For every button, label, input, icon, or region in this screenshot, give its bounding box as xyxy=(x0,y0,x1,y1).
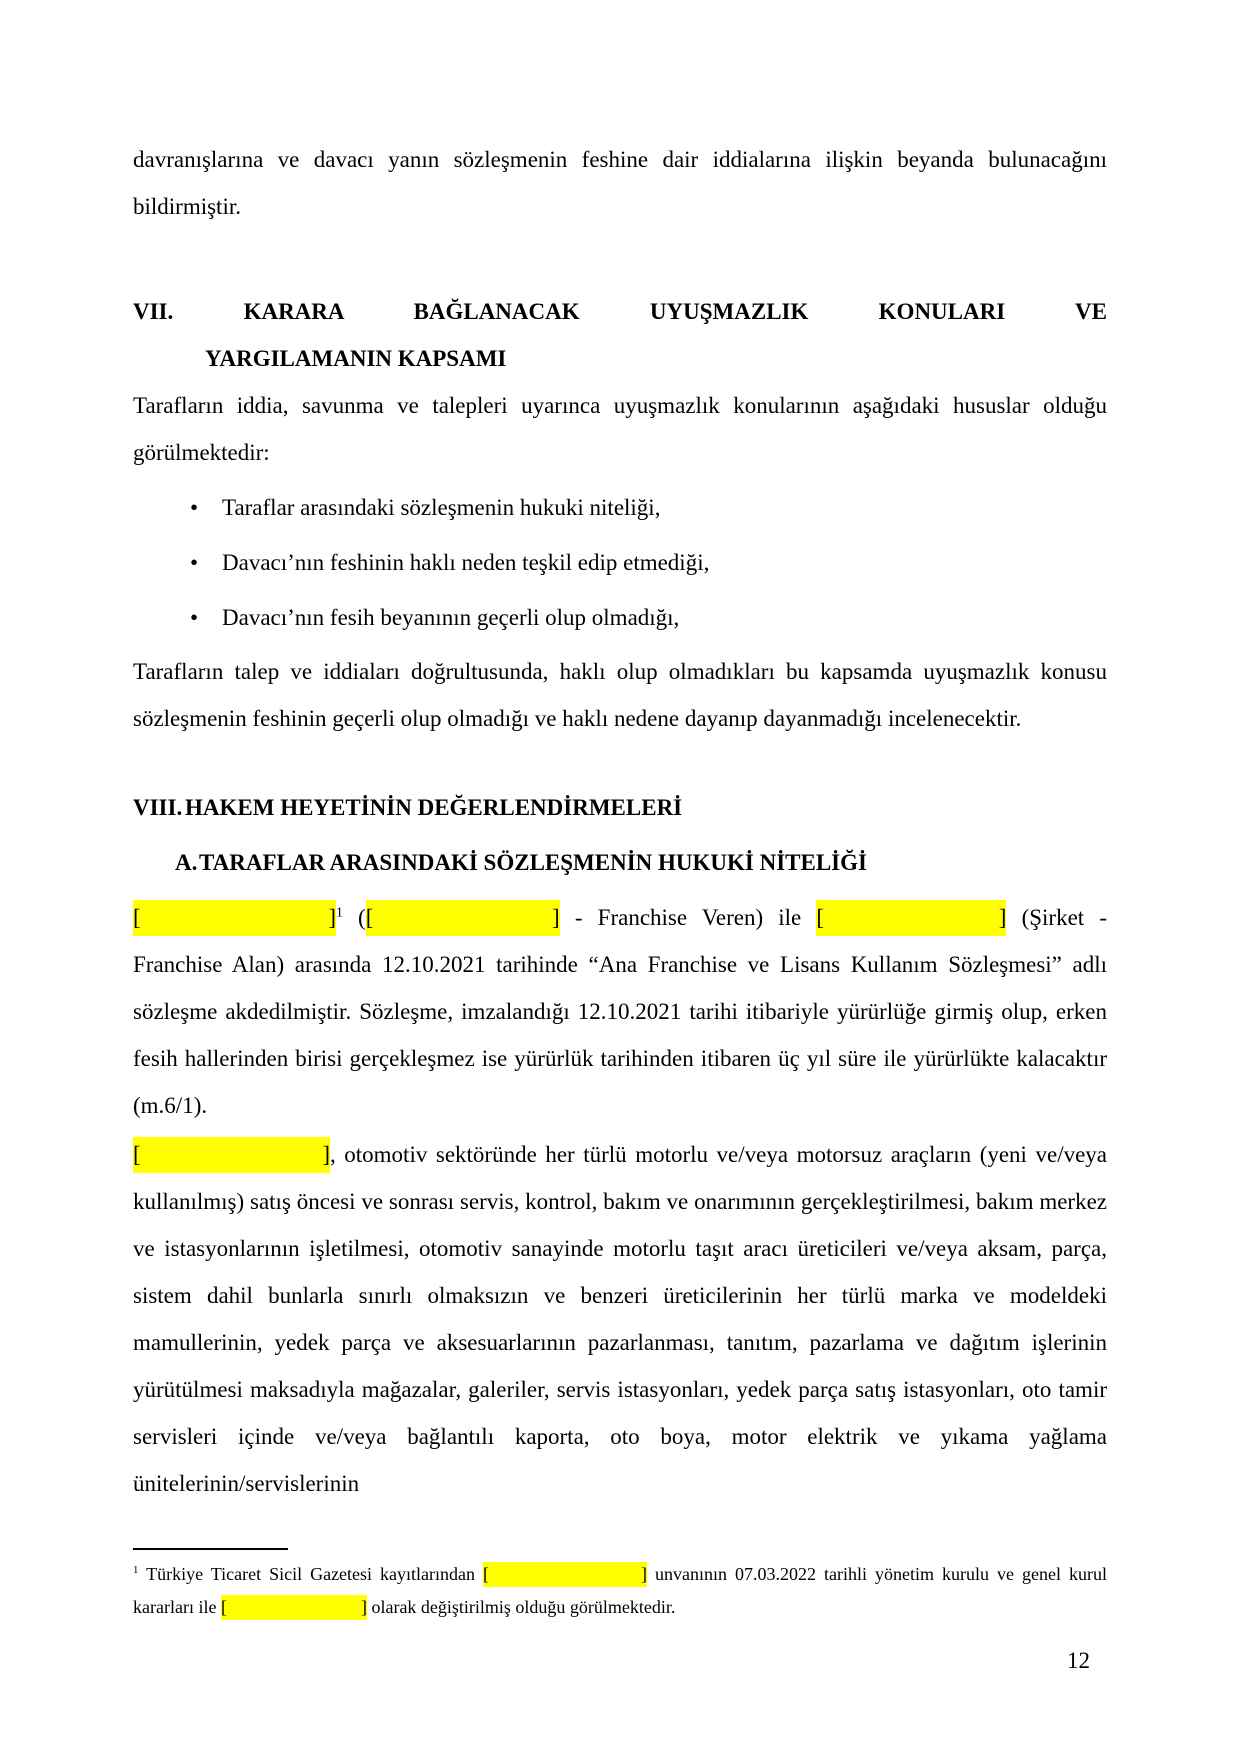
subsection-a-paragraph-2 xyxy=(133,1131,1107,1507)
redaction-open-bracket: [ xyxy=(816,905,825,930)
paragraph-1-segment-2: - Franchise Veren) ile xyxy=(559,905,817,930)
redaction-open-bracket: [ xyxy=(220,1597,227,1617)
subsection-a-heading xyxy=(133,839,1107,886)
section-viii-heading xyxy=(133,784,1107,831)
section-vii-title-line1: KARARA BAĞLANACAK UYUŞMAZLIK KONULARI VE xyxy=(243,299,1107,324)
redaction-close-bracket: ] xyxy=(998,905,1007,930)
footnote-redaction-1 xyxy=(483,1562,647,1587)
footnote-segment-3: olarak değiştirilmiş olduğu görülmektedir. xyxy=(366,1597,676,1617)
bullet-icon: • xyxy=(190,550,199,575)
redaction-open-bracket: [ xyxy=(133,905,141,930)
subsection-a-paragraph-1 xyxy=(133,894,1107,1129)
redaction-close-bracket: ] xyxy=(328,905,336,930)
section-viii-title: HAKEM HEYETİNİN DEĞERLENDİRMELERİ xyxy=(185,795,683,820)
section-vii-heading xyxy=(133,288,1107,382)
section-vii-closing-paragraph: Tarafların talep ve iddiaları doğrultusunda, haklı olup olmadıkları bu kapsamda uyuşmazlık konusu sözleşmenin feshinin geçerli olup olmadığı ve haklı nedene dayanıp dayanmadığı incelenecektir. xyxy=(133,659,1107,731)
bullet-item-3 xyxy=(133,594,1107,641)
footnote-marker: 1 xyxy=(133,1564,139,1576)
redaction-highlight-4 xyxy=(133,1137,330,1173)
redaction-open-bracket: [ xyxy=(483,1564,490,1584)
redaction-open-bracket: [ xyxy=(365,905,374,930)
footnote-redaction-2 xyxy=(221,1595,367,1620)
subsection-a-title: TARAFLAR ARASINDAKİ SÖZLEŞMENİN HUKUKİ NİTELİĞİ xyxy=(199,850,867,875)
redaction-close-bracket: ] xyxy=(641,1564,648,1584)
bullet-icon: • xyxy=(190,495,199,520)
section-vii-heading-line1 xyxy=(133,288,1107,335)
bullet-text-1: Taraflar arasındaki sözleşmenin hukuki niteliği, xyxy=(222,495,661,520)
footnote-segment-2: unvanının 07.03.2022 tarihli yönetim kurulu ve genel kurul kararları ile xyxy=(133,1564,1107,1617)
section-vii-numeral: VII. xyxy=(133,299,174,324)
redaction-open-bracket: [ xyxy=(133,1142,141,1167)
page-content xyxy=(133,136,1107,1507)
section-vii-lead-paragraph: Tarafların iddia, savunma ve talepleri uyarınca uyuşmazlık konularının aşağıdaki hususlar olduğu görülmektedir: xyxy=(133,393,1107,465)
footnote-segment-1: Türkiye Ticaret Sicil Gazetesi kayıtlarından xyxy=(138,1564,484,1584)
bullet-item-2 xyxy=(133,539,1107,586)
intro-paragraph: davranışlarına ve davacı yanın sözleşmenin feshine dair iddialarına ilişkin beyanda bulunacağını bildirmiştir. xyxy=(133,147,1107,219)
redaction-highlight-1 xyxy=(133,900,336,936)
redaction-close-bracket: ] xyxy=(322,1142,330,1167)
subsection-a-label: A. xyxy=(175,850,198,875)
bullet-item-1 xyxy=(133,484,1107,531)
redaction-highlight-2 xyxy=(366,900,560,936)
redaction-close-bracket: ] xyxy=(552,905,560,930)
footnote-area xyxy=(133,1548,1107,1624)
bullet-text-2: Davacı’nın feshinin haklı neden teşkil edip etmediği, xyxy=(222,550,710,575)
footnote-separator-rule xyxy=(133,1548,288,1550)
bullet-text-3: Davacı’nın fesih beyanının geçerli olup olmadığı, xyxy=(222,605,680,630)
paragraph-1-segment-3: (Şirket - Franchise Alan) arasında 12.10.2021 tarihinde “Ana Franchise ve Lisans Kullanım Sözleşmesi” adlı sözleşme akdedilmiştir. Sözleşme, imzalandığı 12.10.2021 tarihi itibariyle yürürlüğe girmiş olup, erken fesih hallerinden birisi gerçekleşmez ise yürürlük tarihinden itibaren üç yıl süre ile yürürlükte kalacaktır (m.6/1). xyxy=(133,905,1107,1118)
paragraph-1-segment-1: ( xyxy=(342,905,366,930)
section-viii-numeral: VIII. xyxy=(133,795,183,820)
footnote-text xyxy=(133,1558,1107,1624)
redaction-highlight-3 xyxy=(816,900,1006,936)
paragraph-2-segment-1: , otomotiv sektöründe her türlü motorlu ve/veya motorsuz araçların (yeni ve/veya kullanılmış) satış öncesi ve sonrası servis, kontrol, bakım ve onarımının gerçekleştirilmesi, bakım merkez ve istasyonlarının işletilmesi, otomotiv sanayinde motorlu taşıt aracı üreticileri ve/veya aksam, parça, sistem dahil bunlarla sınırlı olmaksızın ve benzeri üreticilerinin her türlü marka ve modeldeki mamullerinin, yedek parça ve aksesuarlarının pazarlanması, tanıtım, pazarlama ve dağıtım işlerinin yürütülmesi maksadıyla mağazalar, galeriler, servis istasyonları, yedek parça satış istasyonları, oto tamir servisleri içinde ve/veya bağlantılı kaporta, oto boya, motor elektrik ve yıkama yağlama ünitelerinin/servislerinin xyxy=(133,1142,1107,1496)
page-number: 12 xyxy=(1067,1648,1090,1673)
section-vii-title-line2: YARGILAMANIN KAPSAMI xyxy=(205,346,507,371)
bullet-icon: • xyxy=(190,605,199,630)
footnote-ref-marker: 1 xyxy=(336,904,343,920)
redaction-close-bracket: ] xyxy=(360,1597,367,1617)
